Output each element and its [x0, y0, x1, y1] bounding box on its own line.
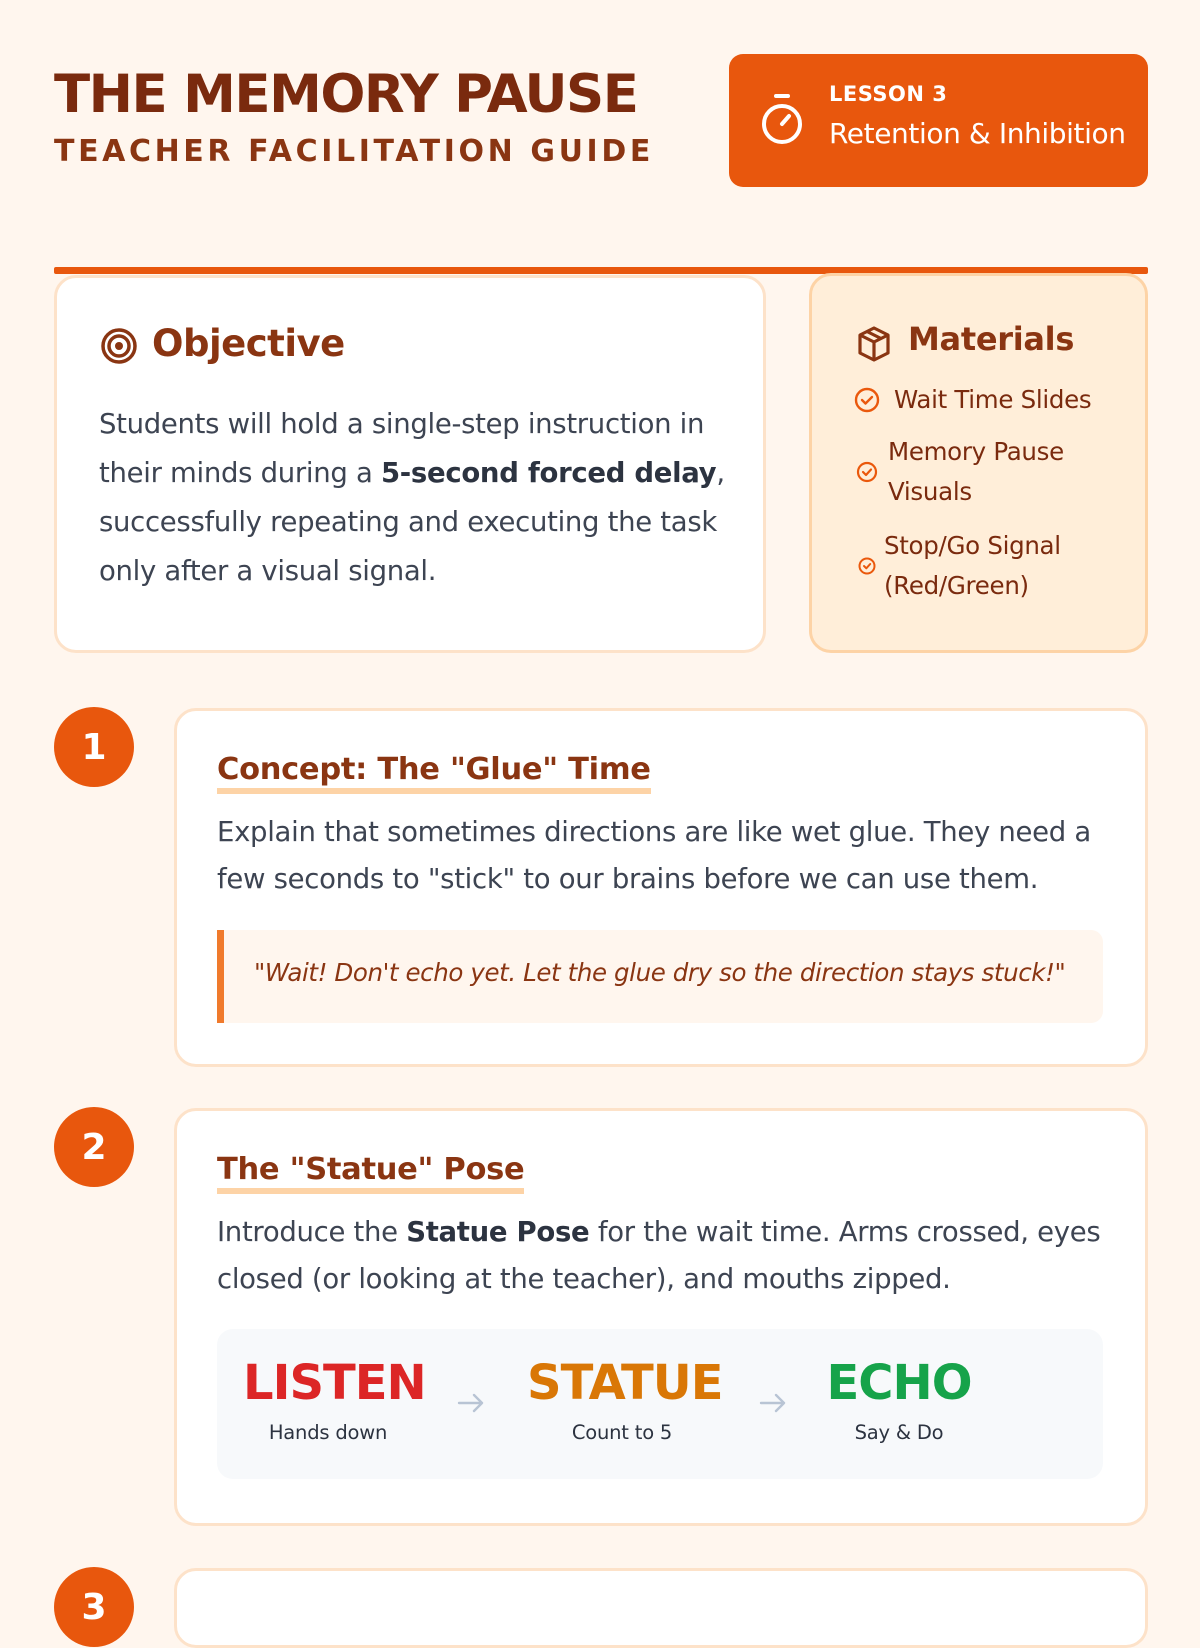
step-text-start: Introduce the	[217, 1216, 407, 1248]
flow-word: STATUE	[527, 1355, 723, 1411]
step-card	[174, 1108, 1148, 1526]
step-text-emphasis: Statue Pose	[406, 1216, 590, 1248]
package-icon	[854, 324, 894, 364]
flow-hint: Hands down	[268, 1421, 388, 1444]
materials-card	[809, 273, 1148, 653]
flow-word: ECHO	[826, 1355, 972, 1411]
objective-text-emphasis: 5-second forced delay	[380, 457, 717, 489]
flow-step-statue	[527, 1355, 723, 1444]
flow-step-listen	[243, 1355, 426, 1444]
step-number-badge: 1	[54, 707, 134, 787]
check-circle-icon	[854, 553, 880, 579]
lesson-badge	[729, 54, 1148, 187]
arrow-right-icon	[456, 1391, 486, 1415]
step-title: Concept: The "Glue" Time	[217, 753, 651, 794]
step-number-badge: 2	[54, 1107, 134, 1187]
check-circle-icon	[854, 459, 880, 485]
materials-item-label: Stop/Go Signal (Red/Green)	[884, 531, 1061, 600]
teacher-quote	[217, 930, 1103, 1023]
page-title: THE MEMORY PAUSE	[54, 64, 638, 125]
lesson-number: LESSON 3	[829, 82, 948, 106]
header	[54, 54, 1148, 222]
objective-text-start: Students will hold a single-step instruction in their minds during a	[99, 408, 705, 489]
flow-word: LISTEN	[243, 1355, 426, 1411]
flow-hint: Say & Do	[854, 1421, 944, 1444]
target-icon	[99, 326, 139, 366]
stopwatch-icon	[759, 92, 805, 146]
step-card	[174, 708, 1148, 1067]
page-subtitle: TEACHER FACILITATION GUIDE	[54, 134, 654, 169]
materials-item-label: Memory Pause Visuals	[888, 437, 1064, 506]
lesson-topic: Retention & Inhibition	[829, 117, 1126, 150]
step-card	[174, 1568, 1148, 1648]
objective-text	[99, 400, 739, 596]
objective-text-end: , successfully repeating and executing the task only after a visual signal.	[99, 457, 725, 587]
objective-heading: Objective	[152, 322, 345, 365]
objective-card	[54, 275, 766, 653]
step-text	[217, 1209, 1117, 1303]
arrow-right-icon	[758, 1391, 788, 1415]
routine-flow	[217, 1329, 1103, 1479]
step-title: The "Statue" Pose	[217, 1153, 524, 1194]
step-text: Explain that sometimes directions are like wet glue. They need a few seconds to "stick" to our brains before we can use them.	[217, 816, 1091, 895]
step-text-end: for the wait time. Arms crossed, eyes closed (or looking at the teacher), and mouths zipped.	[217, 1216, 1101, 1295]
flow-step-echo	[824, 1355, 974, 1444]
flow-hint: Count to 5	[571, 1421, 673, 1444]
materials-heading: Materials	[908, 320, 1075, 358]
quote-text: "Wait! Don't echo yet. Let the glue dry so the direction stays stuck!"	[254, 958, 1066, 987]
check-circle-icon	[854, 387, 880, 413]
step-number-badge: 3	[54, 1567, 134, 1647]
materials-item-label: Wait Time Slides	[894, 385, 1092, 414]
